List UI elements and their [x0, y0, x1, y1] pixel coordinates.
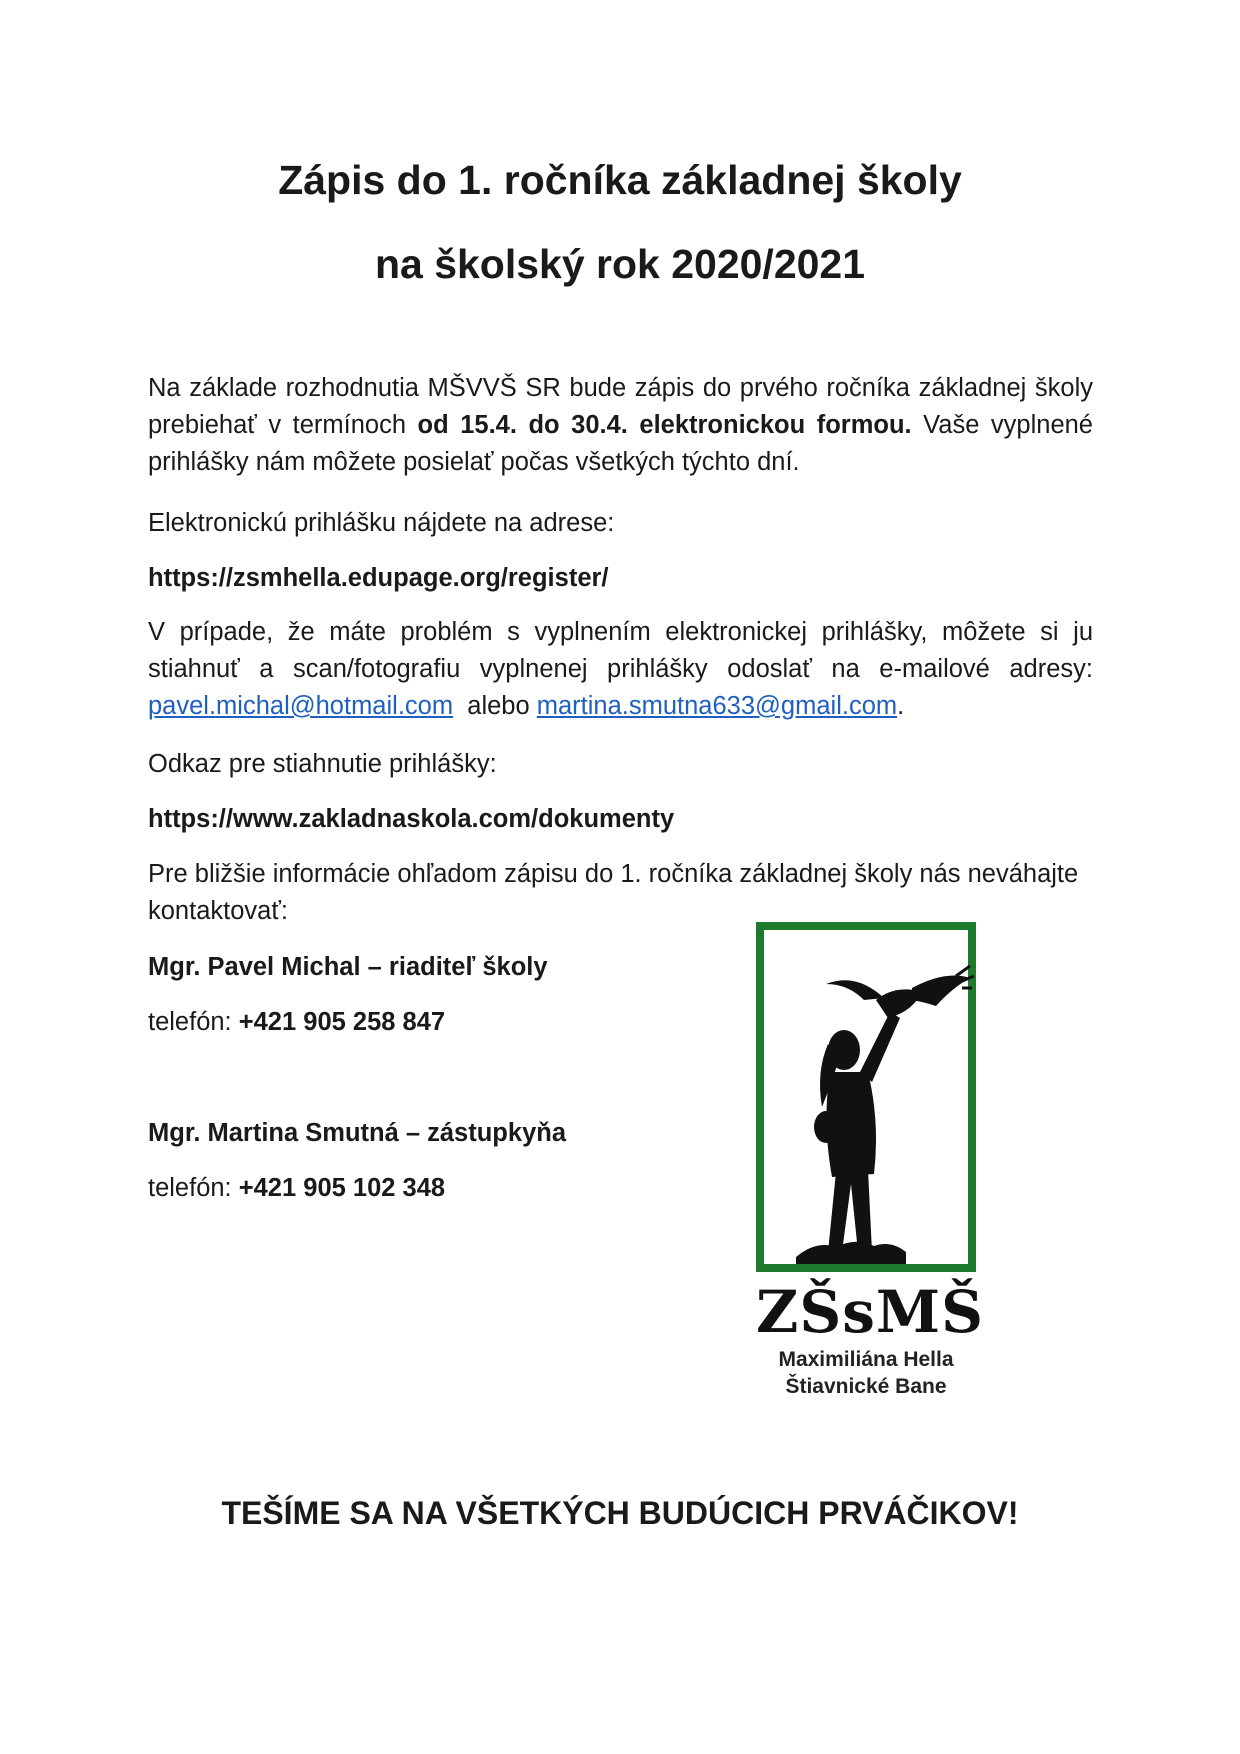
- phone-label: telefón:: [148, 1174, 239, 1202]
- problem-connector: alebo: [453, 692, 537, 720]
- intro-dates: od 15.4. do 30.4. elektronickou formou.: [417, 411, 912, 439]
- download-label: Odkaz pre stiahnutie prihlášky:: [148, 750, 497, 778]
- page-title: Zápis do 1. ročníka základnej školy: [278, 157, 962, 203]
- contact-intro: Pre bližšie informácie ohľadom zápisu do 1. ročníka základnej školy nás neváhajte kontaktovať:: [148, 860, 1079, 925]
- intro-text: Na základe rozhodnutia MŠVVŠ SR bude zápis do prvého ročníka základnej školy prebiehať v termínoch: [148, 374, 1093, 439]
- problem-text: V prípade, že máte problém s vyplnením elektronickej prihlášky, môžete si ju stiahnuť a scan/fotografiu vyplnenej prihlášky odoslať na e-mailové adresy:: [148, 618, 1093, 683]
- phone-label: telefón:: [148, 1008, 239, 1036]
- online-form-url: https://zsmhella.edupage.org/register/: [148, 564, 609, 592]
- phone-number: +421 905 258 847: [238, 1008, 446, 1036]
- contact-phone-deputy: [148, 1170, 748, 1207]
- logo-school-location: Štiavnické Bane: [785, 1375, 947, 1398]
- intro-paragraph: [148, 370, 1093, 481]
- email-link-deputy[interactable]: martina.smutna633@gmail.com: [536, 692, 898, 720]
- phone-number: +421 905 102 348: [238, 1174, 446, 1202]
- page-subtitle: na školský rok 2020/2021: [374, 241, 866, 287]
- logo-abbreviation: ZŠsMŠ: [756, 1278, 984, 1346]
- contact-phone-director: [148, 1004, 748, 1041]
- logo-school-name: Maximiliána Hella: [778, 1348, 954, 1371]
- contact-name-deputy: Mgr. Martina Smutná – zástupkyňa: [148, 1119, 567, 1147]
- intro-text-end: Vaše vyplnené prihlášky nám môžete posielať počas všetkých týchto dní.: [148, 411, 1093, 476]
- download-url: https://www.zakladnaskola.com/dokumenty: [148, 805, 675, 833]
- problem-paragraph: [148, 614, 1093, 725]
- email-link-director[interactable]: pavel.michal@hotmail.com: [148, 692, 454, 720]
- problem-end: .: [897, 692, 905, 720]
- footer-slogan: TEŠÍME SA NA VŠETKÝCH BUDÚCICH PRVÁČIKOV!: [221, 1495, 1019, 1531]
- school-logo: [756, 922, 984, 1407]
- online-form-label: Elektronickú prihlášku nájdete na adrese:: [148, 509, 615, 537]
- falconer-silhouette-icon: [756, 922, 976, 1272]
- contact-name-director: Mgr. Pavel Michal – riaditeľ školy: [148, 953, 548, 981]
